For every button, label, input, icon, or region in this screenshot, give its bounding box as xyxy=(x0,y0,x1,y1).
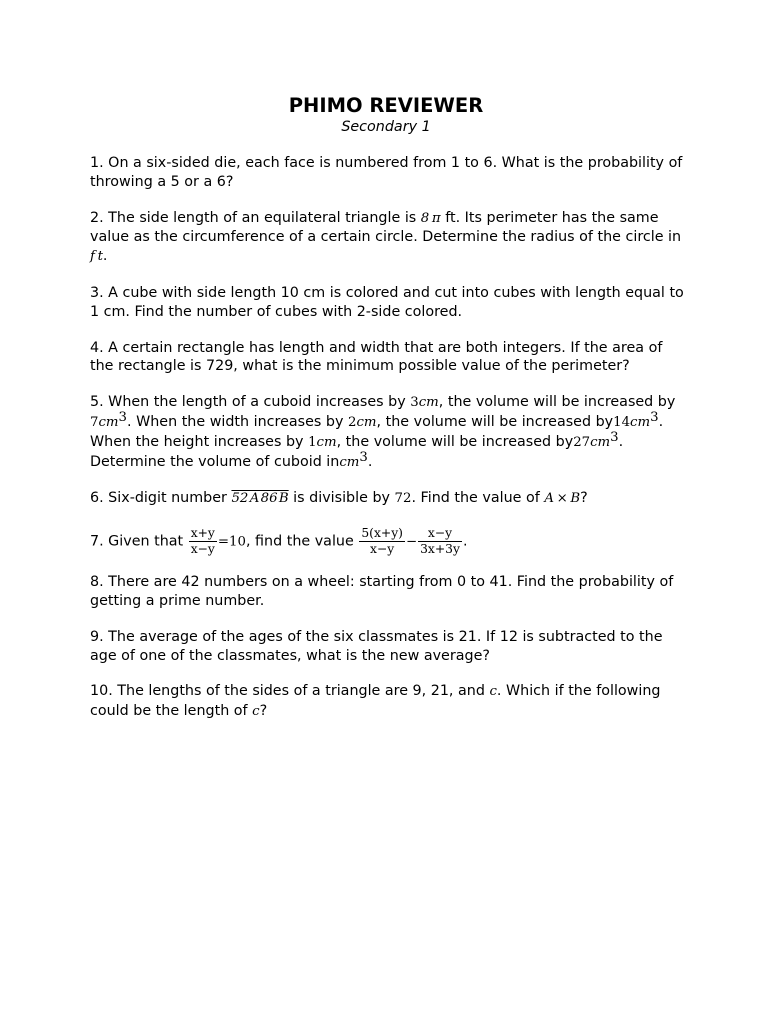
math-27: 27 xyxy=(573,434,591,450)
question-9 xyxy=(90,628,690,666)
math-exponent: 3 xyxy=(610,429,619,445)
question-1 xyxy=(90,154,690,192)
math-exponent: 3 xyxy=(359,449,368,465)
math-cm: cm xyxy=(98,414,119,430)
question-4 xyxy=(90,339,690,377)
page-title: PHIMO REVIEWER xyxy=(288,94,484,117)
question-10-qmark: ? xyxy=(259,703,268,720)
math-ft: f t xyxy=(90,249,103,265)
math-minus: − xyxy=(405,534,418,550)
question-6 xyxy=(90,489,690,509)
question-10-text: . Which if the following could be the length of xyxy=(90,683,661,720)
question-3-text: 3. A cube with side length 10 cm is colored and cut into cubes with length equal to 1 cm. Find the number of cubes with 2-side colored. xyxy=(90,284,684,320)
fraction-numerator: x+y xyxy=(190,526,215,541)
question-1-text: 1. On a six-sided die, each face is numbered from 1 to 6. What is the probability of throwing a 5 or a 6? xyxy=(90,155,683,190)
page-subtitle: Secondary 1 xyxy=(341,119,431,135)
math-1: 1 xyxy=(308,434,317,450)
question-5-text: . When the height increases by xyxy=(90,413,664,450)
fraction-given xyxy=(189,526,217,557)
math-cm: cm xyxy=(356,414,377,430)
question-6-text: . Find the value of xyxy=(411,490,545,507)
math-8pi: 8 π xyxy=(420,210,441,226)
fraction-first-term xyxy=(359,526,405,557)
question-7-period: . xyxy=(462,533,468,550)
math-cm: cm xyxy=(339,454,360,470)
math-2: 2 xyxy=(347,414,357,430)
question-5 xyxy=(90,393,690,472)
fraction-denominator: x−y xyxy=(190,542,215,557)
fraction-denominator: x−y xyxy=(370,542,395,557)
question-2-text-cont: ft. Its perimeter has the same value as the circumference of a certain circle. Determine the radius of the circle in xyxy=(90,209,682,246)
question-5-period: . xyxy=(367,453,373,470)
fraction-numerator: x−y xyxy=(418,526,462,542)
math-7: 7 xyxy=(90,414,99,430)
math-equals-10: =10 xyxy=(217,534,246,550)
question-5-text: , the volume will be increased by xyxy=(336,433,574,450)
question-2 xyxy=(90,209,690,267)
question-list xyxy=(90,154,690,722)
question-6-qmark: ? xyxy=(580,490,588,507)
question-4-text: 4. A certain rectangle has length and width that are both integers. If the area of the rectangle is 729, what is the minimum possible value of the perimeter? xyxy=(90,339,663,375)
math-cm: cm xyxy=(590,434,611,450)
question-10 xyxy=(90,682,690,722)
question-5-text: . Determine the volume of cuboid in xyxy=(90,433,624,470)
question-8 xyxy=(90,573,690,611)
question-8-text: 8. There are 42 numbers on a wheel: starting from 0 to 41. Find the probability of getting a prime number. xyxy=(90,574,674,609)
question-5-text: , the volume will be increased by xyxy=(376,413,614,430)
fraction-second-term xyxy=(418,526,462,557)
question-6-text: 6. Six-digit number xyxy=(90,490,232,507)
question-3 xyxy=(90,284,690,322)
math-six-digit-number: 52 A 86 B xyxy=(231,491,289,507)
question-10-text: 10. The lengths of the sides of a triangle are 9, 21, and xyxy=(90,683,490,700)
question-7-text: , find the value xyxy=(245,533,359,550)
math-14: 14 xyxy=(613,414,631,430)
fraction-numerator: 5(x+y) xyxy=(361,526,403,541)
math-cm: cm xyxy=(630,414,651,430)
question-6-text: is divisible by xyxy=(288,490,395,507)
math-3: 3 xyxy=(410,395,419,411)
math-exponent: 3 xyxy=(118,409,127,425)
math-c: c xyxy=(252,704,260,720)
question-7 xyxy=(90,526,690,557)
question-7-text: 7. Given that xyxy=(90,533,188,550)
document-page xyxy=(90,94,690,739)
math-c: c xyxy=(489,684,497,700)
question-5-text: . When the width increases by xyxy=(127,413,348,430)
fraction-denominator: 3x+3y xyxy=(420,542,460,557)
question-2-period: . xyxy=(102,248,108,265)
question-2-text: 2. The side length of an equilateral triangle is xyxy=(90,209,421,226)
question-5-text: , the volume will be increased by xyxy=(438,394,676,411)
question-9-text: 9. The average of the ages of the six classmates is 21. If 12 is subtracted to the age of one of the classmates, what is the new average? xyxy=(90,628,663,664)
math-a-times-b: A × B xyxy=(544,491,581,507)
question-5-text: 5. When the length of a cuboid increases by xyxy=(90,394,411,411)
math-exponent: 3 xyxy=(650,409,659,425)
math-cm: cm xyxy=(316,434,337,450)
math-72: 72 xyxy=(394,491,412,507)
math-cm: cm xyxy=(418,395,439,411)
